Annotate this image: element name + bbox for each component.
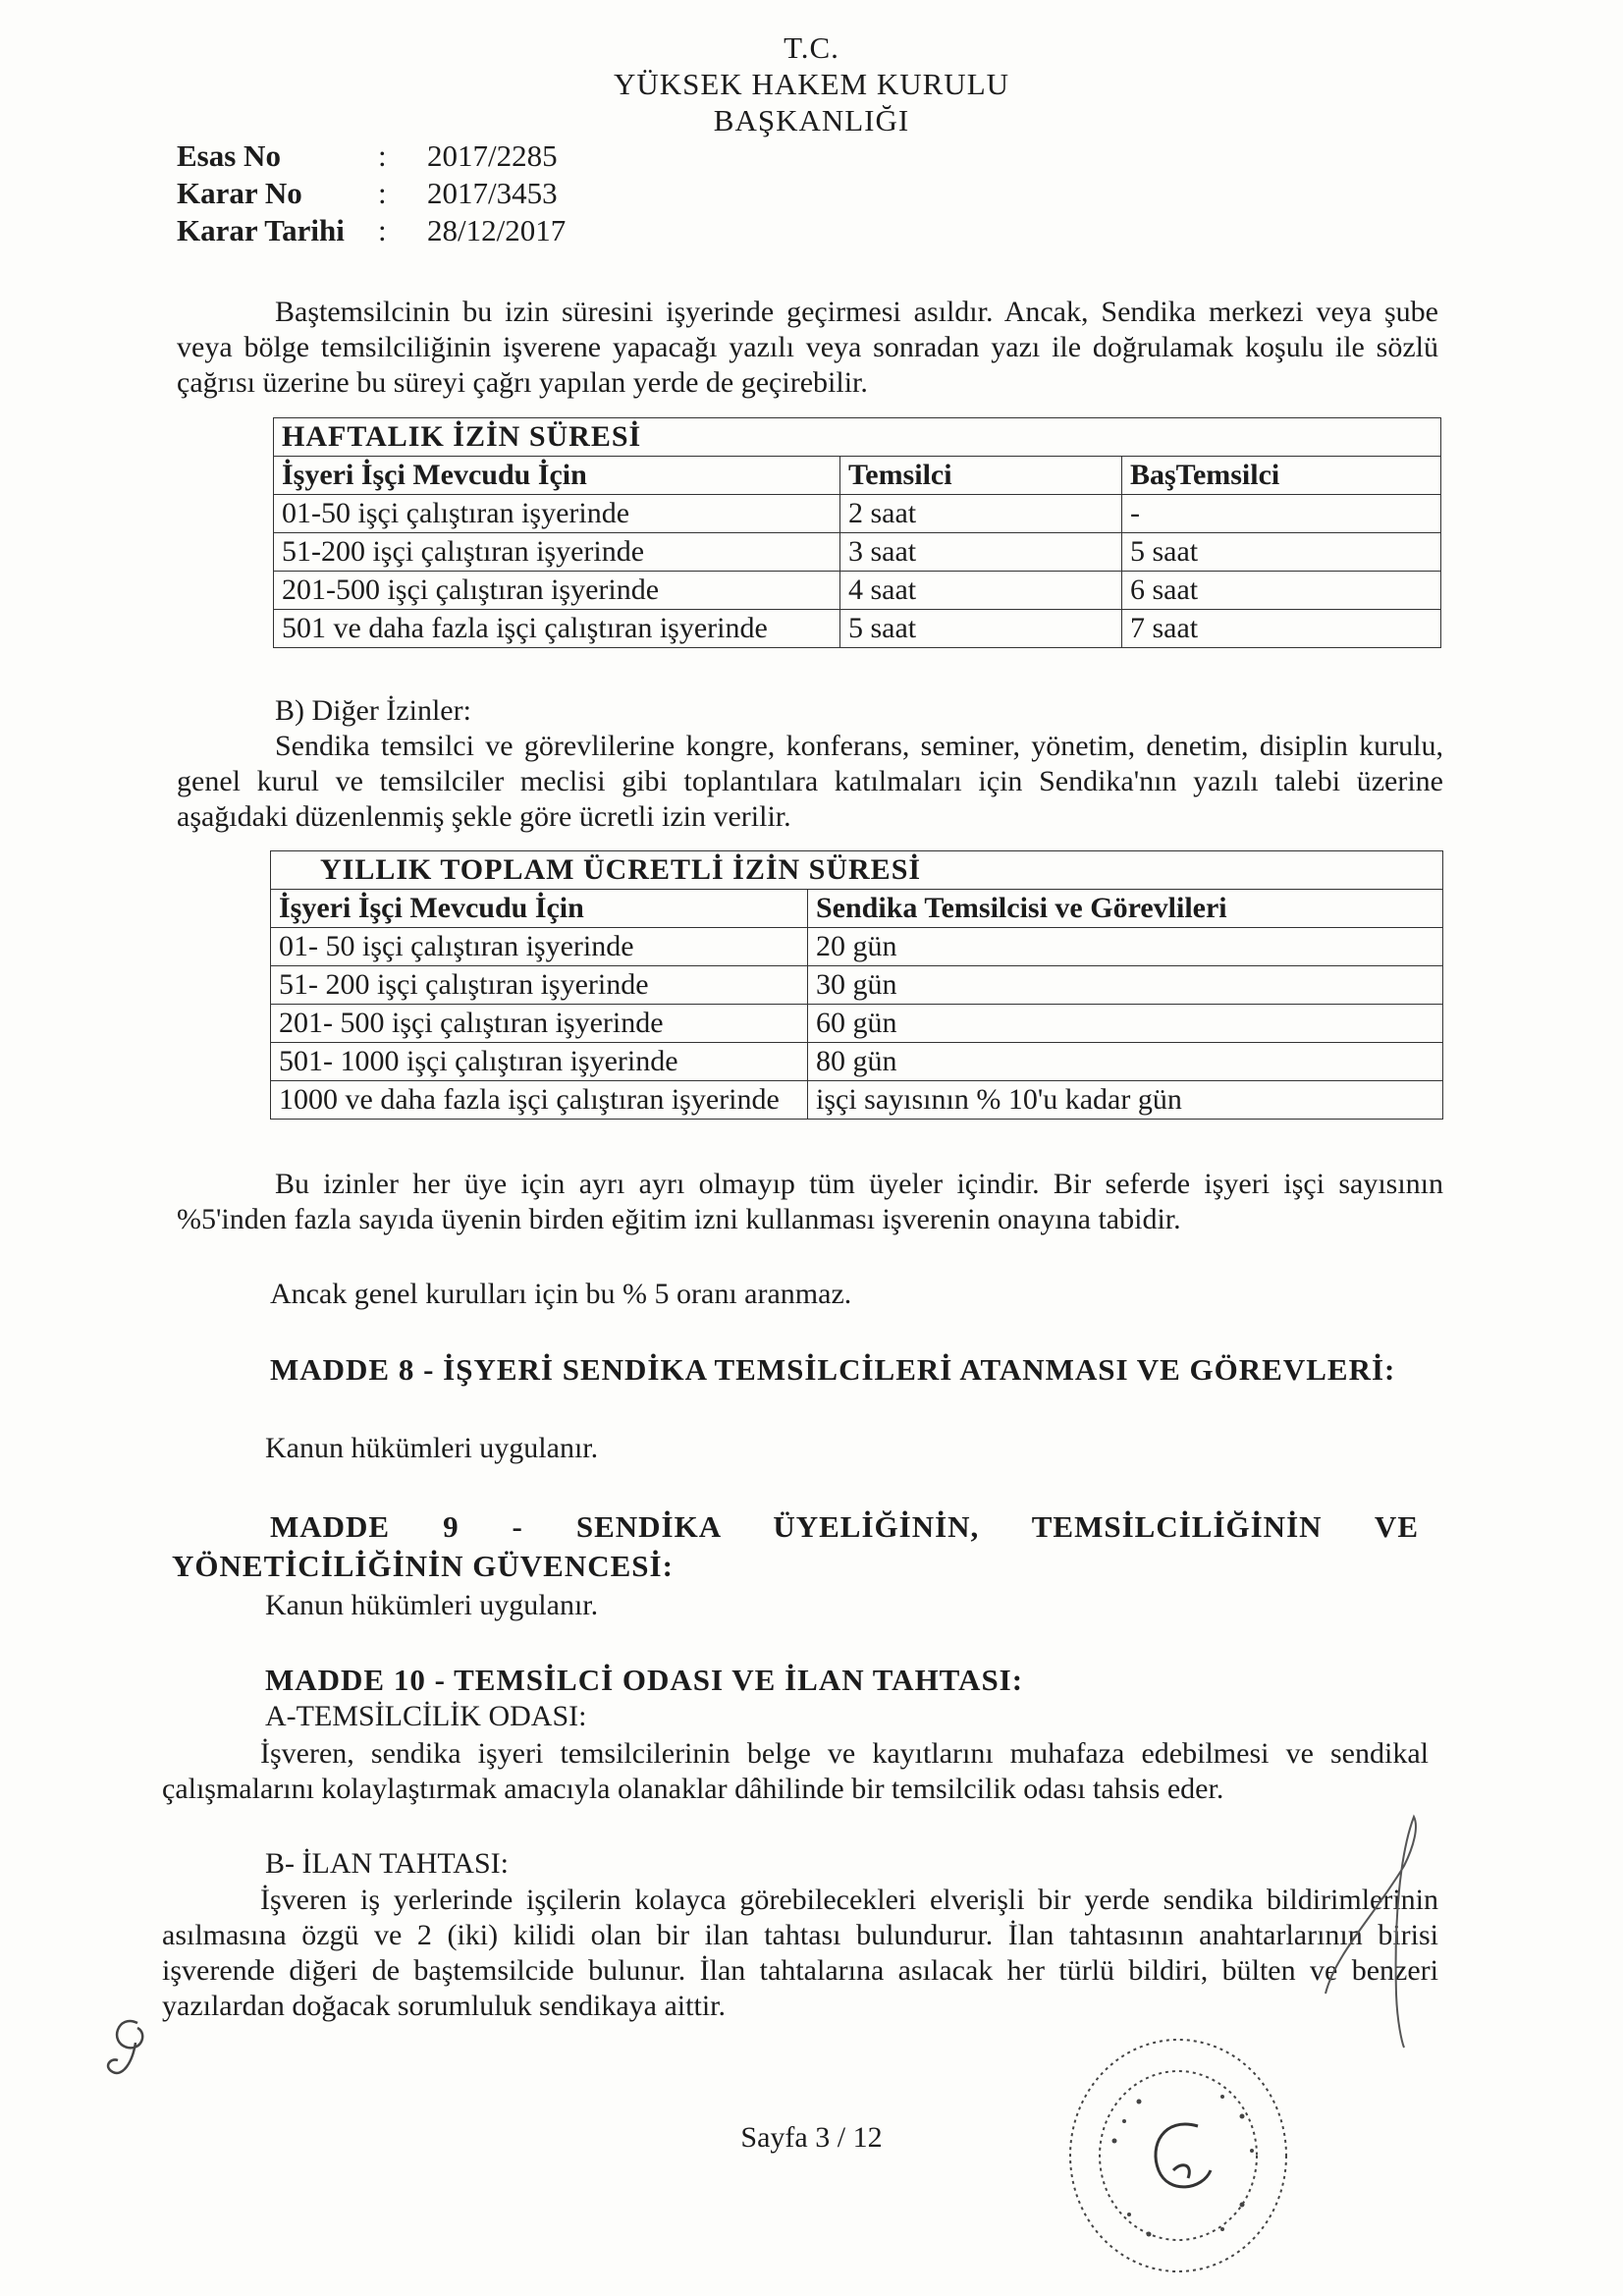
madde-10-title: MADDE 10 - TEMSİLCİ ODASI VE İLAN TAHTASI: [265, 1663, 1024, 1697]
table-header: Temsilci [840, 457, 1122, 495]
yearly-leave-table [270, 850, 1443, 1120]
madde-10-a-text: İşveren, sendika işyeri temsilcilerinin belge ve kayıtlarını muhafaza edebilmesi ve sendikal çalışmalarını kolaylaştırmak amacıyla olanaklar dâhilinde bir temsilcilik odası tahsis eder. [162, 1737, 1429, 1805]
madde-8-text: Kanun hükümleri uygulanır. [265, 1432, 599, 1464]
table-row: 51-200 işçi çalıştıran işyerinde 3 saat 5 saat [274, 533, 1441, 572]
madde-10-a-heading: A-TEMSİLCİLİK ODASI: [265, 1700, 587, 1732]
madde-10-b-text: İşveren iş yerlerinde işçilerin kolayca görebilecekleri elverişli bir yerde sendika bildirimlerinin asılmasına özgü ve 2 (iki) kilidi olan bir ilan tahtası bulundurur. İlan tahtasının anahtarlarının birisi işverende diğeri de baştemsilcide bulunur. İlan tahtalarına asılacak her türlü bildiri, bülten ve benzeri yazılardan doğacak sorumluluk sendikaya aittir. [162, 1884, 1438, 2022]
table-row: 501- 1000 işçi çalıştıran işyerinde 80 gün [271, 1043, 1443, 1081]
table-row: 1000 ve daha fazla işçi çalıştıran işyerinde işçi sayısının % 10'u kadar gün [271, 1081, 1443, 1120]
madde-9-title: MADDE 9 - SENDİKA ÜYELİĞİNİN, TEMSİLCİLİĞİNİN VE YÖNETİCİLİĞİNİN GÜVENCESİ: [172, 1509, 1419, 1583]
table-row: 51- 200 işçi çalıştıran işyerinde 30 gün [271, 966, 1443, 1005]
after-table-paragraph: Bu izinler her üye için ayrı ayrı olmayıp tüm üyeler içindir. Bir seferde işyeri işçi sayısının %5'inden fazla sayıda üyenin birden eğitim izni kullanması işverenin onayına tabidir. [177, 1168, 1443, 1235]
table-header: BaşTemsilci [1122, 457, 1441, 495]
meta-label: Karar Tarihi [177, 213, 345, 247]
weekly-table-title: HAFTALIK İZİN SÜRESİ [274, 418, 1441, 457]
meta-value: 2017/2285 [427, 138, 558, 173]
meta-row: Karar No : 2017/3453 [177, 176, 558, 210]
madde-9-text: Kanun hükümleri uygulanır. [265, 1589, 599, 1621]
madde-10-b-heading: B- İLAN TAHTASI: [265, 1847, 509, 1880]
header-line-3: BAŞKANLIĞI [713, 103, 910, 137]
madde-8-title: MADDE 8 - İŞYERİ SENDİKA TEMSİLCİLERİ ATANMASI VE GÖREVLERİ: [270, 1352, 1396, 1387]
meta-label: Esas No [177, 138, 281, 173]
table-header: İşyeri İşçi Mevcudu İçin [271, 890, 808, 928]
header-line-1: T.C. [784, 30, 839, 65]
section-b-text: Sendika temsilci ve görevlilerine kongre, konferans, seminer, yönetim, denetim, disiplin kurulu, genel kurul ve temsilciler meclisi gibi toplantılara katılmaları için Sendika'nın yazılı talebi üzerine aşağıdaki düzenlenmiş şekle göre ücretli izin verilir. [177, 730, 1443, 833]
meta-value: 2017/3453 [427, 176, 558, 210]
table-row: 01-50 işçi çalıştıran işyerinde 2 saat - [274, 495, 1441, 533]
document-header [0, 29, 1623, 138]
meta-label: Karar No [177, 176, 302, 210]
table-row: 01- 50 işçi çalıştıran işyerinde 20 gün [271, 928, 1443, 966]
meta-row: Esas No : 2017/2285 [177, 138, 558, 173]
signature-mark [98, 2003, 177, 2092]
page-number: Sayfa 3 / 12 [740, 2121, 883, 2154]
initial-mark [1306, 1797, 1434, 2052]
section-b-heading: B) Diğer İzinler: [275, 694, 471, 727]
after-table-paragraph-2: Ancak genel kurulları için bu % 5 oranı aranmaz. [270, 1278, 852, 1310]
table-row: 201-500 işçi çalıştıran işyerinde 4 saat 6 saat [274, 572, 1441, 610]
table-header: İşyeri İşçi Mevcudu İçin [274, 457, 840, 495]
header-line-2: YÜKSEK HAKEM KURULU [613, 67, 1010, 101]
table-row: 201- 500 işçi çalıştıran işyerinde 60 gün [271, 1005, 1443, 1043]
table-row: 501 ve daha fazla işçi çalıştıran işyerinde 5 saat 7 saat [274, 610, 1441, 648]
case-meta [177, 137, 566, 249]
meta-value: 28/12/2017 [427, 213, 567, 247]
intro-paragraph: Baştemsilcinin bu izin süresini işyerinde geçirmesi asıldır. Ancak, Sendika merkezi veya şube veya bölge temsilciliğinin işverene yapacağı yazılı veya sonradan yazı ile doğrulamak koşulu ile sözlü çağrısı üzerine bu süreyi çağrı yapılan yerde de geçirebilir. [177, 296, 1438, 399]
table-header: Sendika Temsilcisi ve Görevlileri [808, 890, 1443, 928]
seal-stamp [1055, 2023, 1301, 2288]
meta-row: Karar Tarihi : 28/12/2017 [177, 213, 567, 247]
weekly-leave-table [273, 417, 1441, 648]
yearly-table-title: YILLIK TOPLAM ÜCRETLİ İZİN SÜRESİ [271, 851, 1443, 890]
